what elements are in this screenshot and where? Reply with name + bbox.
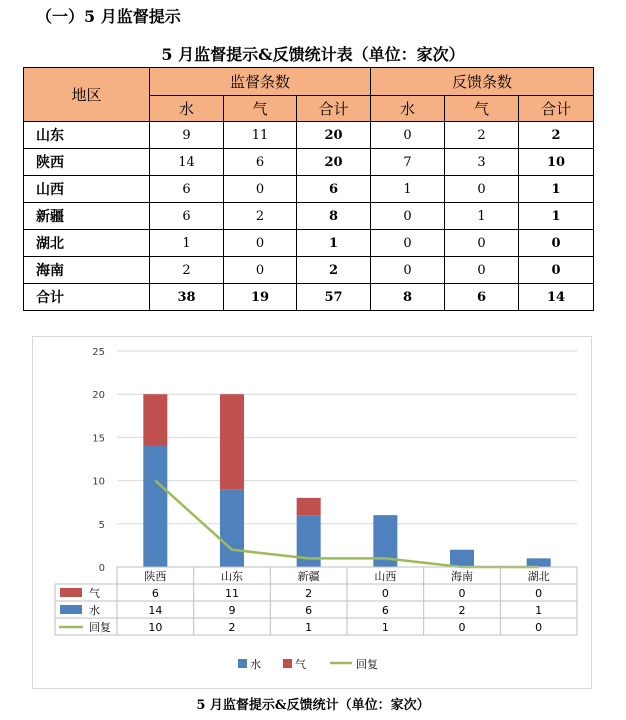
x-category-label: 陕西 [144, 570, 167, 583]
f-water-cell: 0 [371, 257, 445, 284]
bar-water [220, 489, 244, 567]
data-table-value: 2 [458, 604, 466, 617]
f-gas-cell: 0 [445, 176, 519, 203]
s-gas-cell: 0 [224, 176, 297, 203]
bar-water [527, 558, 551, 567]
legend-key [238, 659, 247, 668]
f-water-cell: 0 [371, 230, 445, 257]
data-table-legend-key [60, 605, 82, 614]
data-table-value: 9 [228, 604, 236, 617]
x-category-label: 新疆 [297, 570, 320, 583]
data-table-series-name: 气 [89, 587, 100, 600]
y-tick-label: 15 [92, 433, 105, 445]
f-total-cell: 1 [519, 176, 594, 203]
x-category-label: 山东 [221, 570, 243, 583]
table-row [24, 176, 594, 203]
header-s-gas: 气 [224, 96, 297, 122]
f-gas-cell: 1 [445, 203, 519, 230]
data-table-value: 0 [535, 587, 543, 600]
f-total-cell: 1 [519, 203, 594, 230]
s-water-cell: 38 [150, 284, 224, 311]
data-table-value: 0 [381, 587, 389, 600]
f-total-cell: 0 [519, 230, 594, 257]
data-table-value: 1 [305, 621, 313, 634]
s-water-cell: 14 [150, 149, 224, 176]
s-water-cell: 1 [150, 230, 224, 257]
s-total-cell: 2 [297, 257, 371, 284]
legend-label: 回复 [356, 658, 378, 671]
s-gas-cell: 11 [224, 122, 297, 149]
data-table-value: 1 [535, 604, 543, 617]
header-s-water: 水 [150, 96, 224, 122]
section-title: （一）5 月监督提示 [36, 7, 181, 26]
s-total-cell: 6 [297, 176, 371, 203]
header-f-water: 水 [371, 96, 445, 122]
data-table-value: 6 [305, 604, 313, 617]
f-gas-cell: 6 [445, 284, 519, 311]
header-f-total: 合计 [519, 96, 594, 122]
data-table-legend-key [60, 588, 82, 597]
region-cell: 湖北 [24, 230, 150, 257]
f-gas-cell: 0 [445, 230, 519, 257]
f-water-cell: 1 [371, 176, 445, 203]
s-total-cell: 57 [297, 284, 371, 311]
y-tick-label: 0 [98, 563, 105, 574]
bar-gas [220, 394, 244, 489]
data-table-value: 14 [148, 604, 163, 617]
y-tick-label: 25 [92, 347, 105, 358]
data-table-value: 2 [305, 587, 313, 600]
s-total-cell: 8 [297, 203, 371, 230]
data-table-value: 1 [381, 621, 389, 634]
table-row [24, 122, 594, 149]
data-table-value: 0 [535, 621, 543, 634]
f-gas-cell: 2 [445, 122, 519, 149]
f-total-cell: 2 [519, 122, 594, 149]
chart-frame [32, 336, 592, 689]
bar-gas [143, 394, 167, 446]
y-tick-label: 5 [98, 519, 105, 531]
table-row [24, 149, 594, 176]
bar-chart [33, 337, 591, 688]
s-total-cell: 1 [297, 230, 371, 257]
region-cell: 新疆 [24, 203, 150, 230]
region-cell: 山西 [24, 176, 150, 203]
table-header-row [24, 68, 594, 96]
x-category-label: 海南 [451, 570, 473, 583]
s-total-cell: 20 [297, 149, 371, 176]
f-total-cell: 14 [519, 284, 594, 311]
data-table-series-name: 水 [89, 604, 100, 617]
bar-gas [297, 498, 321, 515]
table-row [24, 230, 594, 257]
header-feedback: 反馈条数 [371, 68, 594, 96]
f-water-cell: 0 [371, 122, 445, 149]
s-water-cell: 2 [150, 257, 224, 284]
bar-water [143, 446, 167, 567]
f-water-cell: 8 [371, 284, 445, 311]
y-tick-label: 20 [92, 390, 105, 402]
table-title: 5 月监督提示&反馈统计表（单位：家次） [161, 45, 465, 64]
f-gas-cell: 0 [445, 257, 519, 284]
table-row [24, 257, 594, 284]
legend-label: 气 [295, 658, 306, 671]
region-cell: 山东 [24, 122, 150, 149]
s-gas-cell: 0 [224, 230, 297, 257]
s-gas-cell: 19 [224, 284, 297, 311]
legend-label: 水 [250, 658, 261, 671]
f-water-cell: 0 [371, 203, 445, 230]
f-total-cell: 10 [519, 149, 594, 176]
header-supervision: 监督条数 [150, 68, 371, 96]
f-water-cell: 7 [371, 149, 445, 176]
data-table-series-name: 回复 [89, 621, 111, 634]
header-region: 地区 [24, 68, 150, 122]
s-gas-cell: 2 [224, 203, 297, 230]
data-table-value: 10 [148, 621, 163, 634]
y-tick-label: 10 [92, 476, 105, 488]
region-cell: 海南 [24, 257, 150, 284]
stats-table [23, 67, 594, 311]
header-f-gas: 气 [445, 96, 519, 122]
x-category-label: 山西 [374, 570, 397, 583]
data-table-value: 0 [458, 621, 466, 634]
legend-key [283, 659, 292, 668]
data-table-value: 2 [228, 621, 236, 634]
x-category-label: 湖北 [527, 570, 550, 583]
region-cell: 合计 [24, 284, 150, 311]
s-water-cell: 6 [150, 203, 224, 230]
bar-water [450, 550, 474, 567]
s-water-cell: 6 [150, 176, 224, 203]
s-gas-cell: 0 [224, 257, 297, 284]
region-cell: 陕西 [24, 149, 150, 176]
chart-caption: 5 月监督提示&反馈统计（单位：家次） [196, 698, 430, 713]
s-water-cell: 9 [150, 122, 224, 149]
table-row [24, 203, 594, 230]
f-total-cell: 0 [519, 257, 594, 284]
s-total-cell: 20 [297, 122, 371, 149]
table-total-row [24, 284, 594, 311]
data-table-value: 6 [151, 587, 159, 600]
header-s-total: 合计 [297, 96, 371, 122]
data-table-value: 11 [225, 587, 239, 600]
f-gas-cell: 3 [445, 149, 519, 176]
data-table-value: 6 [381, 604, 389, 617]
data-table-value: 0 [458, 587, 466, 600]
s-gas-cell: 6 [224, 149, 297, 176]
